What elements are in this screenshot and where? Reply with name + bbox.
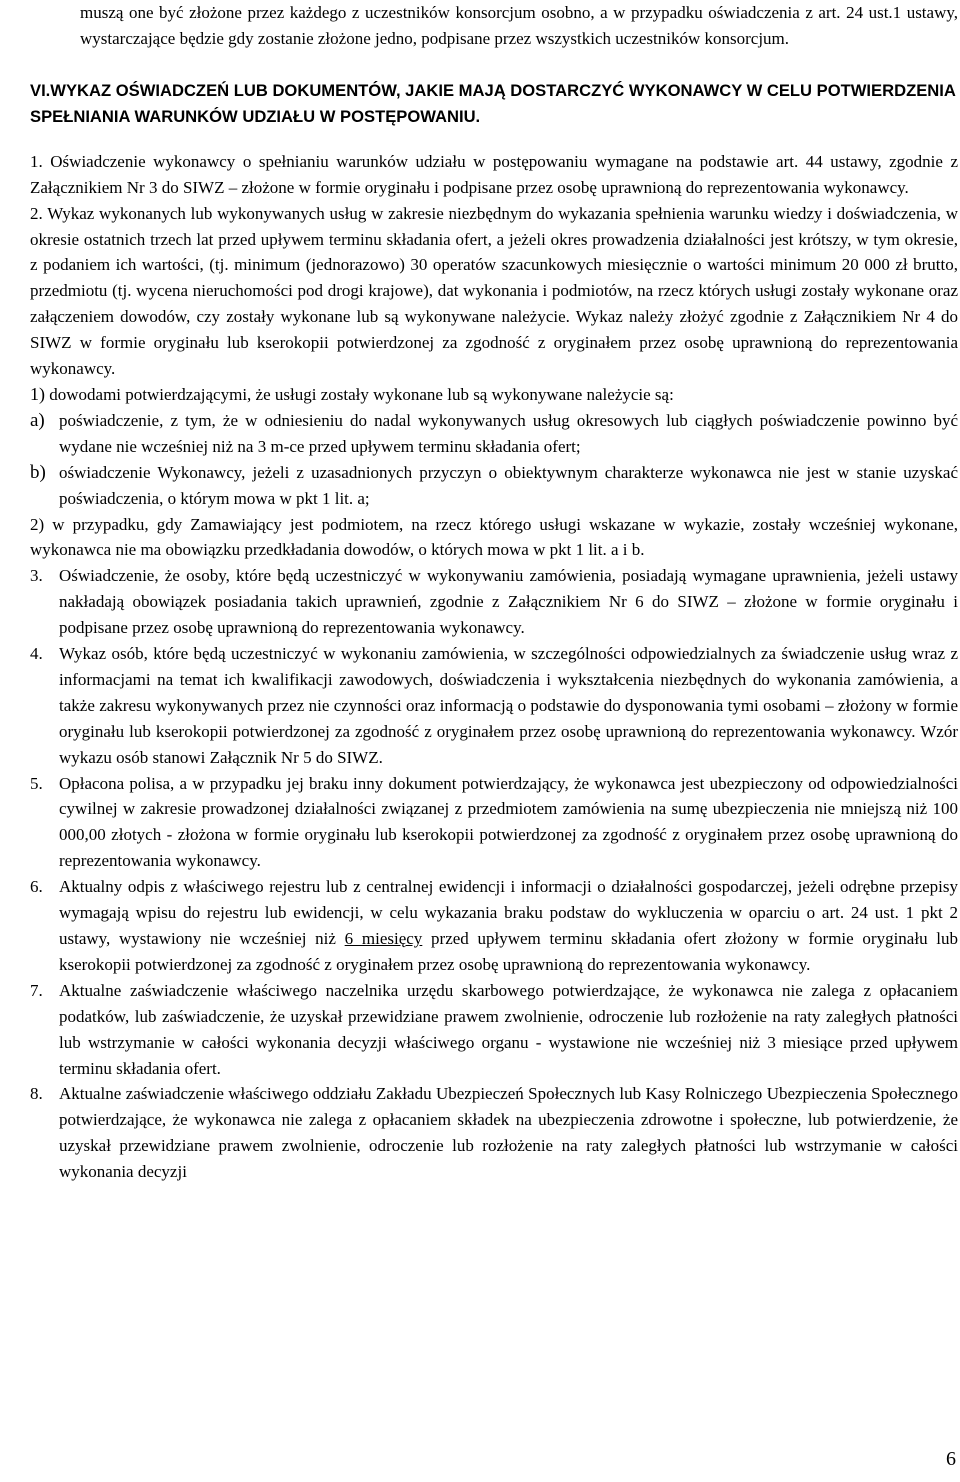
sub-text: oświadczenie Wykonawcy, jeżeli z uzasadnionych przyczyn o obiektywnym charakterze wykonawca nie jest w stanie uzyskać poświadczenia, o którym mowa w pkt 1 lit. a; xyxy=(59,462,958,508)
point-number: 1) xyxy=(30,383,45,404)
list-item-6 xyxy=(30,874,958,978)
spacer xyxy=(30,130,958,149)
item-text: Wykaz osób, które będą uczestniczyć w wykonaniu zamówienia, w szczególności odpowiedzialnych za świadczenie usług wraz z informacjami na temat ich kwalifikacji zawodowych, doświadczenia i wykształcenia niezbędnych do wykonania zamówienia, a także zakresu wykonywanych przez nie czynności oraz informacją o podstawie do dysponowania tymi osobami – złożony w formie oryginału lub kserokopii potwierdzonej za zgodność z oryginałem przez osobę uprawnioną do reprezentowania wykonawcy. Wzór wykazu osób stanowi Załącznik Nr 5 do SIWZ. xyxy=(59,644,958,767)
item-text: Aktualny odpis z właściwego rejestru lub z centralnej ewidencji i informacji o działalności gospodarczej, jeżeli odrębne przepisy wymagają wpisu do rejestru lub ewidencji, w celu wykazania braku podstaw do wykluczenia w oparciu o art. 24 ust. 1 pkt 2 ustawy, wystawiony nie wcześniej niż xyxy=(59,877,958,948)
list-item-3 xyxy=(30,563,958,641)
item-number: 2. xyxy=(30,203,43,223)
item-number: 1. xyxy=(30,151,43,171)
sub-label: b) xyxy=(30,461,46,483)
section-heading: VI.WYKAZ OŚWIADCZEŃ LUB DOKUMENTÓW, JAKIE MAJĄ DOSTARCZYĆ WYKONAWCY W CELU POTWIERDZENIA SPEŁNIANIA WARUNKÓW UDZIAŁU W POSTĘPOWANIU. xyxy=(30,80,956,126)
intro-paragraph: muszą one być złożone przez każdego z uczestników konsorcjum osobno, a w przypadku oświadczenia z art. 24 ust.1 ustawy, wystarczające będzie gdy zostanie złożone jedno, podpisane przez wszystkich uczestników konsorcjum. xyxy=(80,3,958,48)
list-item-7 xyxy=(30,978,958,1082)
list-item-2-sub-b xyxy=(30,460,958,512)
item-text: Wykaz wykonanych lub wykonywanych usług w zakresie niezbędnym do wykazania spełnienia warunku wiedzy i doświadczenia, w okresie ostatnich trzech lat przed upływem terminu składania ofert, a jeżeli okres prowadzenia działalności jest krótszy, w tym okresie, z podaniem ich wartości, (tj. minimum (jednorazowo) 30 operatów szacunkowych miesięcznie o wartości minimum 20 000 zł brutto, przedmiotu (tj. wycena nieruchomości pod drogi krajowe), dat wykonania i podmiotów, na rzecz których usługi zostały wykonane oraz załączeniem dowodów, czy zostały wykonane lub są wykonywane należycie. Wykaz należy złożyć zgodnie z Załącznikiem Nr 4 do SIWZ w formie oryginału lub kserokopii potwierdzonej za zgodność z oryginałem przez osobę uprawnioną do reprezentowania wykonawcy. xyxy=(30,203,958,379)
list-item-4 xyxy=(30,641,958,771)
item-number: 8. xyxy=(30,1084,43,1104)
page-number: 6 xyxy=(946,1448,956,1470)
list-item-2 xyxy=(30,201,958,382)
list-item-8 xyxy=(30,1081,958,1185)
point-number: 2) xyxy=(30,514,45,534)
item-text: Oświadczenie wykonawcy o spełnianiu warunków udziału w postępowaniu wymagane na podstawie art. 44 ustawy, zgodnie z Załącznikiem Nr 3 do SIWZ – złożone w formie oryginału i podpisane przez osobę uprawnioną do reprezentowania wykonawcy. xyxy=(30,151,959,197)
underlined-term: 6 miesięcy xyxy=(344,929,423,948)
item-number: 3. xyxy=(30,566,43,586)
item-text: Oświadczenie, że osoby, które będą uczestniczyć w wykonywaniu zamówienia, posiadają wymagane uprawnienia, jeżeli ustawy nakładają obowiązek posiadania takich uprawnień, zgodnie z Załącznikiem Nr 6 do SIWZ – złożone w formie oryginału i podpisane przez osobę uprawnioną do reprezentowania wykonawcy. xyxy=(59,566,958,638)
item-number: 5. xyxy=(30,773,43,793)
list-item-2-sub-a xyxy=(30,408,958,460)
item-number: 7. xyxy=(30,980,43,1000)
point-text: dowodami potwierdzającymi, że usługi zostały wykonane lub są wykonywane należycie są: xyxy=(49,384,674,404)
item-text: Aktualne zaświadczenie właściwego oddziału Zakładu Ubezpieczeń Społecznych lub Kasy Rolniczego Ubezpieczenia Społecznego potwierdzające, że wykonawca nie zalega z opłacaniem składek na ubezpieczenia zdrowotne i społeczne, lub potwierdzenie, że uzyskał przewidziane prawem zwolnienie, odroczenie lub rozłożenie na raty zaległych płatności lub wstrzymanie w całości wykonania decyzji xyxy=(59,1084,958,1182)
document-page xyxy=(30,0,958,1185)
list-item-5 xyxy=(30,771,958,875)
list-item-1 xyxy=(30,149,958,201)
item-number: 6. xyxy=(30,877,43,897)
list-item-2-point-2 xyxy=(30,512,958,564)
item-number: 4. xyxy=(30,644,43,664)
item-text-cont: przed upływem terminu składania ofert złożony w formie oryginału lub kserokopii potwierdzonej za zgodność z oryginałem przez osobę uprawnioną do reprezentowania wykonawcy. xyxy=(59,929,959,974)
sub-text: poświadczenie, z tym, że w odniesieniu do nadal wykonywanych usług okresowych lub ciągłych poświadczenie powinno być wydane nie wcześniej niż na 3 m-ce przed upływem terminu składania ofert; xyxy=(59,410,958,456)
point-text: w przypadku, gdy Zamawiający jest podmiotem, na rzecz którego usługi wskazane w wykazie, zostały wcześniej wykonane, wykonawca nie ma obowiązku przedkładania dowodów, o których mowa w pkt 1 lit. a i b. xyxy=(30,514,959,560)
item-text: Opłacona polisa, a w przypadku jej braku inny dokument potwierdzający, że wykonawca jest ubezpieczony od odpowiedzialności cywilnej w zakresie prowadzonej działalności związanej z przedmiotem zamówienia na sumę ubezpieczenia nie mniejszą niż 100 000,00 złotych - złożona w formie oryginału lub kserokopii potwierdzonej za zgodność z oryginałem przez osobę uprawnioną do reprezentowania wykonawcy. xyxy=(59,773,958,871)
list-item-2-point-1 xyxy=(30,382,958,408)
sub-label: a) xyxy=(30,409,45,431)
item-text: Aktualne zaświadczenie właściwego naczelnika urzędu skarbowego potwierdzające, że wykonawca nie zalega z opłacaniem podatków, lub zaświadczenie, że uzyskał przewidziane prawem zwolnienie, odroczenie lub rozłożenie na raty zaległych płatności lub wstrzymanie w całości wykonania decyzji właściwego organu - wystawione nie wcześniej niż 3 miesiące przed upływem terminu składania ofert. xyxy=(59,980,958,1078)
